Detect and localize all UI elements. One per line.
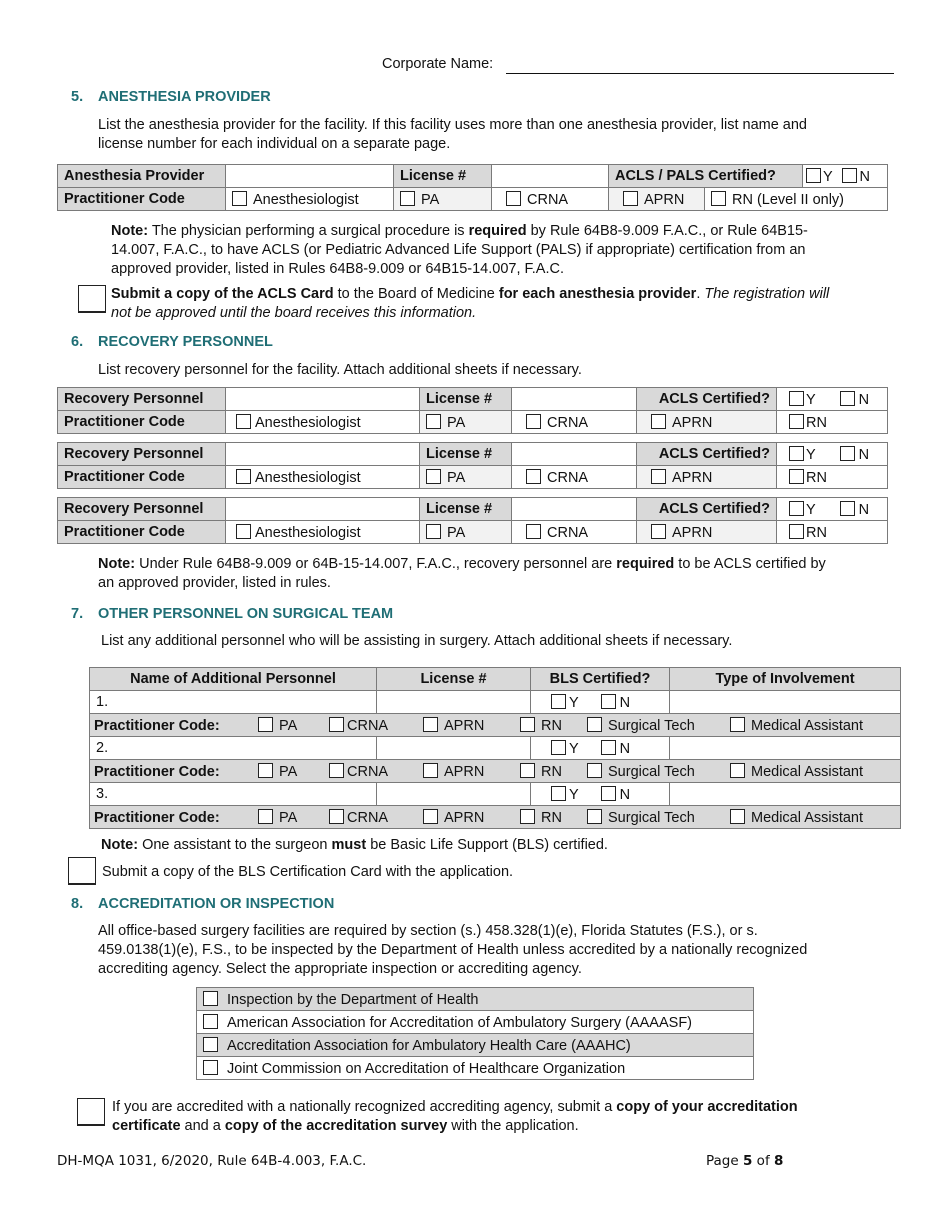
code-rn-checkbox[interactable] [520, 809, 535, 824]
option-aaaasf[interactable]: American Association for Accreditation of Ambulatory Surgery (AAAASF) [197, 1011, 754, 1034]
recovery-personnel-input[interactable] [226, 388, 420, 411]
acls-card-submitted-checkbox[interactable] [78, 285, 106, 313]
practitioner-code-options: Practitioner Code: PA CRNA APRN RN Surgical Tech Medical Assistant [90, 760, 901, 783]
section-7-description: List any additional personnel who will be assisting in surgery. Attach additional sheets if necessary. [101, 633, 733, 649]
code-pa-checkbox[interactable] [258, 809, 273, 824]
checkbox[interactable] [651, 469, 666, 484]
code-pa[interactable]: PA [420, 411, 512, 434]
checkbox[interactable] [789, 469, 804, 484]
acls-certified-label: ACLS Certified? [637, 443, 777, 466]
code-anesthesiologist[interactable]: Anesthesiologist [226, 521, 420, 544]
anesthesia-provider-label: Anesthesia Provider [58, 165, 226, 188]
code-crna[interactable]: CRNA [492, 188, 609, 211]
code-anesthesiologist[interactable]: Anesthesiologist [226, 411, 420, 434]
section-8-title: ACCREDITATION OR INSPECTION [98, 896, 335, 912]
code-crna-checkbox[interactable] [329, 763, 344, 778]
license-input[interactable] [377, 691, 531, 714]
involvement-input[interactable] [670, 691, 901, 714]
personnel-name-input[interactable]: 1. [90, 691, 377, 714]
license-input[interactable] [512, 443, 637, 466]
personnel-name-input[interactable]: 3. [90, 783, 377, 806]
section-5-number: 5. [71, 89, 84, 105]
corporate-name-label: Corporate Name: [382, 56, 494, 72]
code-pa-checkbox[interactable] [258, 717, 273, 732]
recovery-personnel-input[interactable] [226, 498, 420, 521]
anesthesia-provider-input[interactable] [226, 165, 394, 188]
accreditation-submit-instruction: If you are accredited with a nationally recognized accrediting agency, submit a copy of your accreditation certificate and a copy of the accreditation survey with the application. [112, 1099, 798, 1134]
checkbox[interactable] [232, 191, 247, 206]
code-aprn[interactable]: APRN [637, 466, 777, 489]
section-7-number: 7. [71, 606, 84, 622]
acls-certified-options: Y N [777, 443, 888, 466]
section-8-description: All office-based surgery facilities are required by section (s.) 458.328(1)(e), Florida Statutes (F.S.), or s. 459.0138(1)(e), F.S., to be inspected by the Department of Health unless accredited by a nationally recognized accrediting agency. Select the appropriate inspection or accrediting agency. [98, 923, 808, 977]
code-aprn-checkbox[interactable] [423, 763, 438, 778]
practitioner-code-label: Practitioner Code: [94, 763, 220, 780]
code-rn-checkbox[interactable] [520, 717, 535, 732]
col-header-bls-certified: BLS Certified? [531, 668, 670, 691]
section-6-number: 6. [71, 334, 84, 350]
practitioner-code-label: Practitioner Code: [94, 809, 220, 826]
practitioner-code-label: Practitioner Code [58, 466, 226, 489]
checkbox[interactable] [789, 524, 804, 539]
code-rn-level-ii[interactable]: RN (Level II only) [705, 188, 888, 211]
practitioner-code-row [90, 760, 901, 783]
table-row [90, 691, 901, 714]
section-6-note: Note: Under Rule 64B8-9.009 or 64B-15-14.007, F.A.C., recovery personnel are required to be ACLS certified by an approved provider, listed in rules. [98, 556, 826, 591]
license-input[interactable] [377, 737, 531, 760]
code-crna-checkbox[interactable] [329, 717, 344, 732]
certified-yes-checkbox[interactable] [806, 168, 821, 183]
code-pa[interactable]: PA [420, 521, 512, 544]
acls-card-submit-instruction: Submit a copy of the ACLS Card to the Board of Medicine for each anesthesia provider. The registration will not be approved until the board receives this information. [111, 286, 830, 321]
section-5-description: List the anesthesia provider for the facility. If this facility uses more than one anesthesia provider, list name and license number for each individual on a separate page. [98, 117, 807, 152]
license-label: License # [394, 165, 492, 188]
option-aaahc[interactable]: Accreditation Association for Ambulatory Health Care (AAAHC) [197, 1034, 754, 1057]
practitioner-code-label: Practitioner Code [58, 411, 226, 434]
option-doh-inspection[interactable]: Inspection by the Department of Health [197, 988, 754, 1011]
checkbox[interactable] [651, 414, 666, 429]
license-input[interactable] [512, 388, 637, 411]
section-5-title: ANESTHESIA PROVIDER [98, 89, 271, 105]
table-row [90, 737, 901, 760]
bls-no-checkbox[interactable] [601, 740, 616, 755]
acls-pals-certified-label: ACLS / PALS Certified? [609, 165, 803, 188]
bls-no-checkbox[interactable] [601, 786, 616, 801]
section-7-title: OTHER PERSONNEL ON SURGICAL TEAM [98, 606, 394, 622]
bls-no-checkbox[interactable] [601, 694, 616, 709]
acls-pals-certified-options [803, 165, 888, 188]
section-5-note: Note: The physician performing a surgical procedure is required by Rule 64B8-9.009 F.A.C., or Rule 64B15- 14.007, F.A.C., to have ACLS (or Pediatric Advanced Life Support (PALS) if appropriate) certification from an approved provider, listed in Rules 64B8-9.009 or 64B15-14.007, F.A.C. [111, 223, 808, 277]
bls-certified-options: Y N [531, 783, 670, 806]
code-aprn[interactable]: APRN [637, 411, 777, 434]
acls-certified-options: Y N [777, 388, 888, 411]
no-label: N [859, 168, 870, 185]
practitioner-code-options: Practitioner Code: PA CRNA APRN RN Surgical Tech Medical Assistant [90, 714, 901, 737]
certified-yes-checkbox[interactable] [789, 446, 804, 461]
form-id: DH-MQA 1031, 6/2020, Rule 64B-4.003, F.A.C. [57, 1153, 367, 1169]
code-surgical-tech-checkbox[interactable] [587, 717, 602, 732]
checkbox[interactable] [203, 991, 218, 1006]
section-6-title: RECOVERY PERSONNEL [98, 334, 273, 350]
practitioner-code-label: Practitioner Code: [94, 717, 220, 734]
practitioner-code-row [90, 806, 901, 829]
bls-card-submitted-checkbox[interactable] [68, 857, 96, 885]
option-joint-commission[interactable]: Joint Commission on Accreditation of Healthcare Organization [197, 1057, 754, 1080]
certified-yes-checkbox[interactable] [789, 501, 804, 516]
code-aprn[interactable]: APRN [609, 188, 705, 211]
recovery-personnel-input[interactable] [226, 443, 420, 466]
checkbox[interactable] [426, 524, 441, 539]
code-aprn[interactable]: APRN [637, 521, 777, 544]
checkbox[interactable] [526, 414, 541, 429]
involvement-input[interactable] [670, 783, 901, 806]
anesthesia-provider-table [57, 164, 888, 211]
checkbox[interactable] [623, 191, 638, 206]
col-header-license: License # [377, 668, 531, 691]
checkbox[interactable] [236, 469, 251, 484]
checkbox[interactable] [203, 1014, 218, 1029]
certified-no-checkbox[interactable] [840, 501, 855, 516]
license-label: License # [420, 388, 512, 411]
code-aprn-checkbox[interactable] [423, 717, 438, 732]
accreditation-options-table [196, 987, 754, 1080]
code-medical-assistant-checkbox[interactable] [730, 717, 745, 732]
practitioner-code-row [90, 714, 901, 737]
license-input[interactable] [512, 498, 637, 521]
checkbox[interactable] [426, 469, 441, 484]
page-number: Page 5 of 8 [706, 1153, 784, 1169]
recovery-personnel-label: Recovery Personnel [58, 443, 226, 466]
code-surgical-tech-checkbox[interactable] [587, 809, 602, 824]
code-surgical-tech-checkbox[interactable] [587, 763, 602, 778]
certified-no-checkbox[interactable] [840, 446, 855, 461]
code-pa[interactable]: PA [420, 466, 512, 489]
col-header-type-of-involvement: Type of Involvement [670, 668, 901, 691]
recovery-personnel-label: Recovery Personnel [58, 388, 226, 411]
code-medical-assistant-checkbox[interactable] [730, 809, 745, 824]
certified-yes-checkbox[interactable] [789, 391, 804, 406]
checkbox[interactable] [651, 524, 666, 539]
code-aprn-checkbox[interactable] [423, 809, 438, 824]
bls-card-submit-instruction: Submit a copy of the BLS Certification Card with the application. [102, 864, 514, 880]
section-6-description: List recovery personnel for the facility. Attach additional sheets if necessary. [98, 362, 582, 378]
recovery-personnel-label: Recovery Personnel [58, 498, 226, 521]
yes-label: Y [823, 168, 833, 185]
practitioner-code-label: Practitioner Code [58, 188, 226, 211]
checkbox[interactable] [789, 414, 804, 429]
code-pa[interactable]: PA [394, 188, 492, 211]
acls-certified-options: Y N [777, 498, 888, 521]
accreditation-certificate-submitted-checkbox[interactable] [77, 1098, 105, 1126]
section-7-note: Note: One assistant to the surgeon must be Basic Life Support (BLS) certified. [101, 837, 608, 853]
code-rn[interactable]: RN [777, 411, 888, 434]
recovery-personnel-table-3 [57, 497, 888, 544]
checkbox[interactable] [711, 191, 726, 206]
code-pa-checkbox[interactable] [258, 763, 273, 778]
license-input[interactable] [492, 165, 609, 188]
recovery-personnel-table-2 [57, 442, 888, 489]
table-row [90, 783, 901, 806]
checkbox[interactable] [203, 1060, 218, 1075]
code-crna[interactable]: CRNA [512, 466, 637, 489]
checkbox[interactable] [526, 524, 541, 539]
acls-certified-label: ACLS Certified? [637, 388, 777, 411]
recovery-personnel-table-1 [57, 387, 888, 434]
code-anesthesiologist[interactable]: Anesthesiologist [226, 188, 394, 211]
code-rn[interactable]: RN [777, 466, 888, 489]
involvement-input[interactable] [670, 737, 901, 760]
certified-no-checkbox[interactable] [840, 391, 855, 406]
bls-certified-options: Y N [531, 737, 670, 760]
bls-yes-checkbox[interactable] [551, 786, 566, 801]
bls-yes-checkbox[interactable] [551, 740, 566, 755]
code-rn[interactable]: RN [777, 521, 888, 544]
bls-certified-options: Y N [531, 691, 670, 714]
acls-certified-label: ACLS Certified? [637, 498, 777, 521]
corporate-name-field[interactable] [506, 56, 894, 74]
code-medical-assistant-checkbox[interactable] [730, 763, 745, 778]
code-rn-checkbox[interactable] [520, 763, 535, 778]
section-8-number: 8. [71, 896, 84, 912]
checkbox[interactable] [526, 469, 541, 484]
other-personnel-table [89, 667, 901, 829]
checkbox[interactable] [236, 414, 251, 429]
practitioner-code-options: Practitioner Code: PA CRNA APRN RN Surgical Tech Medical Assistant [90, 806, 901, 829]
col-header-name: Name of Additional Personnel [90, 668, 377, 691]
checkbox[interactable] [236, 524, 251, 539]
license-label: License # [420, 443, 512, 466]
checkbox[interactable] [426, 414, 441, 429]
checkbox[interactable] [400, 191, 415, 206]
code-crna[interactable]: CRNA [512, 411, 637, 434]
license-input[interactable] [377, 783, 531, 806]
code-crna-checkbox[interactable] [329, 809, 344, 824]
code-anesthesiologist[interactable]: Anesthesiologist [226, 466, 420, 489]
checkbox[interactable] [506, 191, 521, 206]
code-crna[interactable]: CRNA [512, 521, 637, 544]
personnel-name-input[interactable]: 2. [90, 737, 377, 760]
practitioner-code-label: Practitioner Code [58, 521, 226, 544]
checkbox[interactable] [203, 1037, 218, 1052]
bls-yes-checkbox[interactable] [551, 694, 566, 709]
certified-no-checkbox[interactable] [842, 168, 857, 183]
license-label: License # [420, 498, 512, 521]
